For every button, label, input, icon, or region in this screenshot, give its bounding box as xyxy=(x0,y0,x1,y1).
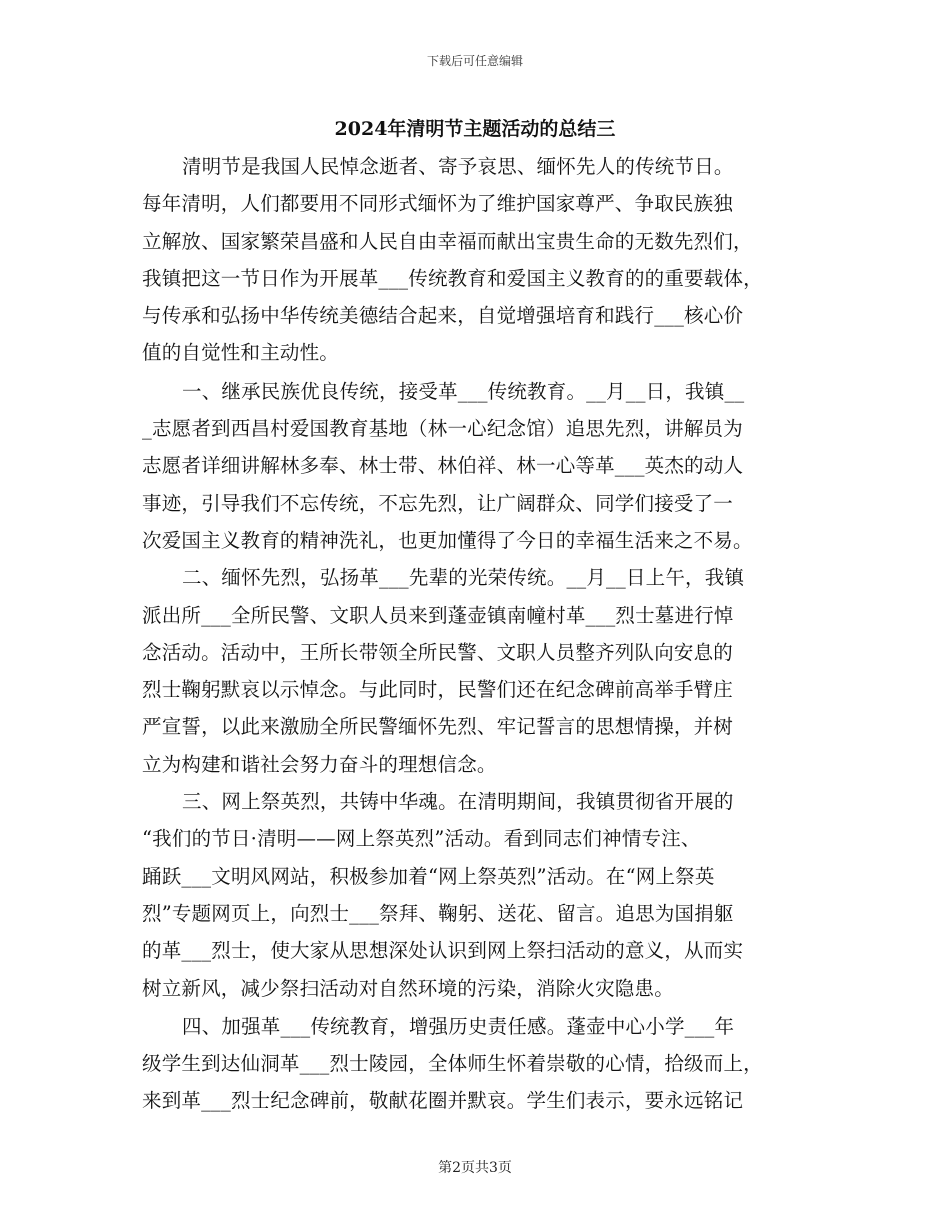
paragraph-line: 我镇把这一节日作为开展革___传统教育和爱国主义教育的的重要载体， xyxy=(142,266,763,290)
paragraph-line: _志愿者到西昌村爱国教育基地（林一心纪念馆）追思先烈，讲解员为 xyxy=(142,417,743,441)
paragraph-line: 立解放、国家繁荣昌盛和人民自由幸福而献出宝贵生命的无数先烈们， xyxy=(142,229,753,253)
paragraph-line: 来到革___烈士纪念碑前，敬献花圈并默哀。学生们表示，要永远铭记 xyxy=(142,1089,744,1113)
paragraph-line: 念活动。活动中，王所长带领全所民警、文职人员整齐列队向安息的 xyxy=(142,640,734,664)
paragraph-line: 一、继承民族优良传统，接受革___传统教育。__月__日，我镇__ xyxy=(182,379,745,403)
paragraph-line: 值的自觉性和主动性。 xyxy=(142,341,340,365)
paragraph-line: “我们的节日·清明——网上祭英烈”活动。看到同志们神情专注、 xyxy=(142,827,701,851)
paragraph-line: 树立新风，减少祭扫活动对自然环境的污染，消除火灾隐患。 xyxy=(142,976,674,1000)
paragraph-line: 烈士鞠躬默哀以示悼念。与此同时，民警们还在纪念碑前高举手臂庄 xyxy=(142,678,734,702)
paragraph-line: 与传承和弘扬中华传统美德结合起来，自觉增强培育和践行___核心价 xyxy=(142,304,744,328)
paragraph-line: 二、缅怀先烈，弘扬革___先辈的光荣传统。__月__日上午，我镇 xyxy=(182,566,745,590)
document-title: 2024年清明节主题活动的总结三 xyxy=(334,118,616,140)
paragraph-line: 派出所___全所民警、文职人员来到蓬壶镇南幢村革___烈士墓进行悼 xyxy=(142,603,734,627)
paragraph-line: 志愿者详细讲解林多奉、林士带、林伯祥、林一心等革___英杰的动人 xyxy=(142,454,744,478)
page-header-note: 下载后可任意编辑 xyxy=(426,54,523,68)
paragraph-line: 级学生到达仙洞革___烈士陵园，全体师生怀着崇敬的心情，拾级而上， xyxy=(142,1052,763,1076)
paragraph-line: 踊跃___文明风网站，积极参加着“网上祭英烈”活动。在“网上祭英 xyxy=(142,864,715,888)
paragraph-line: 烈”专题网页上，向烈士___祭拜、鞠躬、送花、留言。追思为国捐躯 xyxy=(142,901,734,925)
paragraph-line: 严宣誓，以此来激励全所民警缅怀先烈、牢记誓言的思想情操，并树 xyxy=(142,715,734,739)
paragraph-line: 的革___烈士，使大家从思想深处认识到网上祭扫活动的意义，从而实 xyxy=(142,939,744,963)
paragraph-line: 每年清明，人们都要用不同形式缅怀为了维护国家尊严、争取民族独 xyxy=(142,192,734,216)
paragraph-line: 立为构建和谐社会努力奋斗的理想信念。 xyxy=(142,752,497,776)
document-body xyxy=(142,148,814,1120)
paragraph-line: 次爱国主义教育的精神洗礼，也更加懂得了今日的幸福生活来之不易。 xyxy=(142,528,753,552)
paragraph-line: 三、网上祭英烈，共铸中华魂。在清明期间，我镇贯彻省开展的 xyxy=(182,790,734,814)
paragraph-line: 事迹，引导我们不忘传统，不忘先烈，让广阔群众、同学们接受了一 xyxy=(142,491,734,515)
paragraph-line: 四、加强革___传统教育，增强历史责任感。蓬壶中心小学___年 xyxy=(182,1014,735,1038)
page-number: 第2页共3页 xyxy=(438,1160,512,1176)
paragraph-line: 清明节是我国人民悼念逝者、寄予哀思、缅怀先人的传统节日。 xyxy=(182,155,734,178)
